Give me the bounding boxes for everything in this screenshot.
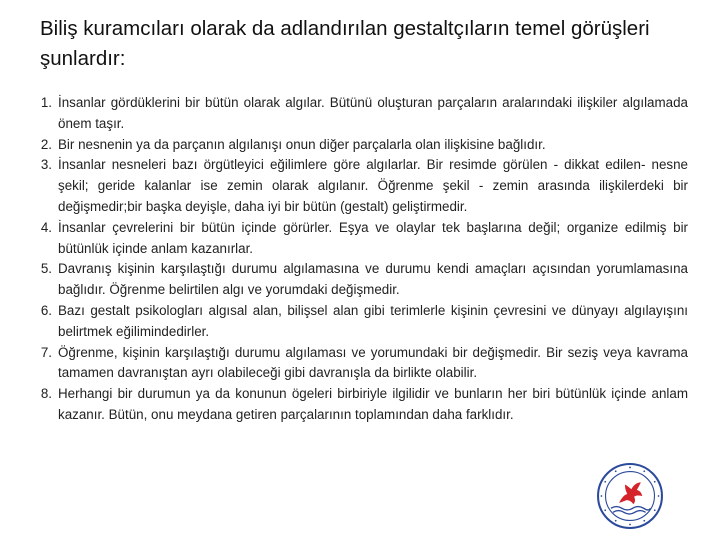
list-item-number: 7. <box>40 344 52 360</box>
list-item <box>24 384 688 426</box>
list-item-text: İnsanlar nesneleri bazı örgütleyici eğilimlere göre algılarlar. Bir resimde görülen - dikkat edilen- nesne şekil; geride kalanlar ise zemin olarak algılanır. Öğrenme şekil - zemin arasında ilişkilerdeki bir değişmedir;bir başka deyişle, daha iyi bir bütün (gestalt) geliştirmedir. <box>58 157 688 214</box>
list-item-number: 3. <box>40 157 52 173</box>
list-item <box>24 343 688 385</box>
list-item-text: Bazı gestalt psikologları algısal alan, bilişsel alan gibi terimlerle kişinin çevresini ve dünyayı algılayışını belirtmek eğilimindedirler. <box>58 302 688 339</box>
list-item-number: 1. <box>40 95 52 110</box>
slide-title: Biliş kuramcıları olarak da adlandırılan gestaltçıların temel görüşleri şunlardır: <box>40 17 650 70</box>
list-item <box>24 93 688 135</box>
list-item-text: İnsanlar gördüklerini bir bütün olarak algılar. Bütünü oluşturan parçaların aralarındaki ilişkiler algılamada önem taşır. <box>58 95 688 131</box>
list-item-text: Davranış kişinin karşılaştığı durumu algılamasına ve durumu kendi amaçları açısından yorumlamasına bağlıdır. Öğrenme belirtilen algı ve yorumdaki değişmedir. <box>58 261 688 298</box>
list-item <box>24 135 688 156</box>
university-seal-icon <box>596 462 664 530</box>
list-item-number: 4. <box>40 219 52 235</box>
list-item <box>24 155 688 217</box>
list-item <box>24 259 688 301</box>
list-item <box>24 218 688 260</box>
list-item-number: 2. <box>40 136 52 152</box>
list-item-text: Herhangi bir durumun ya da konunun ögeleri birbiriyle ilgilidir ve bunların her biri bütünlük içinde anlam kazanır. Bütün, onu meydana getiren parçalarının toplamından daha farklıdır. <box>58 386 688 422</box>
list-item-number: 8. <box>40 386 52 402</box>
list-item <box>24 301 688 343</box>
list-item-number: 5. <box>40 261 52 277</box>
list-item-number: 6. <box>40 302 52 318</box>
observation-list <box>24 93 688 426</box>
list-item-text: Öğrenme, kişinin karşılaştığı durumu algılaması ve yorumundaki bir değişmedir. Bir seziş veya kavrama tamamen davranıştan ayrı olabileceği gibi davranışla da birlikte olabilir. <box>58 344 688 381</box>
list-item-text: Bir nesnenin ya da parçanın algılanışı onun diğer parçalarla olan ilişkisine bağlıdır. <box>58 136 546 152</box>
list-item-text: İnsanlar çevrelerini bir bütün içinde görürler. Eşya ve olaylar tek başlarına değil; organize edilmiş bir bütünlük içinde anlam kazanırlar. <box>58 219 688 256</box>
